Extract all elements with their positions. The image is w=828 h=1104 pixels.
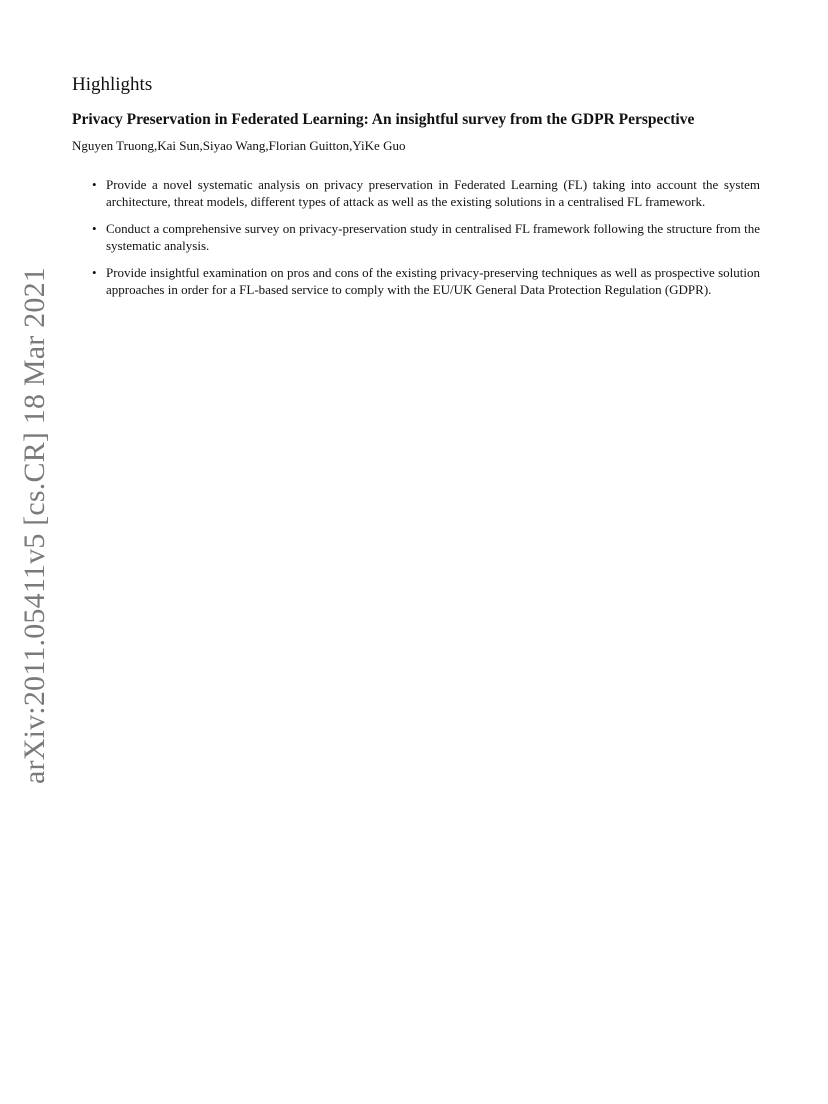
highlight-text: Conduct a comprehensive survey on privacy-preservation study in centralised FL framework following the structure from the systematic analysis. [106,221,760,253]
highlight-text: Provide a novel systematic analysis on privacy preservation in Federated Learning (FL) taking into account the system architecture, threat models, different types of attack as well as the existing solutions in a centralised FL framework. [106,177,760,209]
author-list: Nguyen Truong,Kai Sun,Siyao Wang,Florian Guitton,YiKe Guo [72,138,406,153]
page-content [72,72,760,308]
bullet-icon: • [92,177,97,192]
arxiv-identifier-stamp: arXiv:2011.05411v5 [cs.CR] 18 Mar 2021 [18,267,51,784]
bullet-icon: • [92,221,97,236]
highlight-text: Provide insightful examination on pros and cons of the existing privacy-preserving techniques as well as prospective solution approaches in order for a FL-based service to comply with the EU/UK General Data Protection Regulation (GDPR). [106,265,760,297]
bullet-icon: • [92,265,97,280]
highlight-item [92,220,760,254]
highlight-item [92,176,760,210]
highlights-list [72,176,760,298]
highlight-item [92,264,760,298]
highlights-heading: Highlights [72,74,153,95]
paper-title: Privacy Preservation in Federated Learning: An insightful survey from the GDPR Perspective [72,111,695,128]
